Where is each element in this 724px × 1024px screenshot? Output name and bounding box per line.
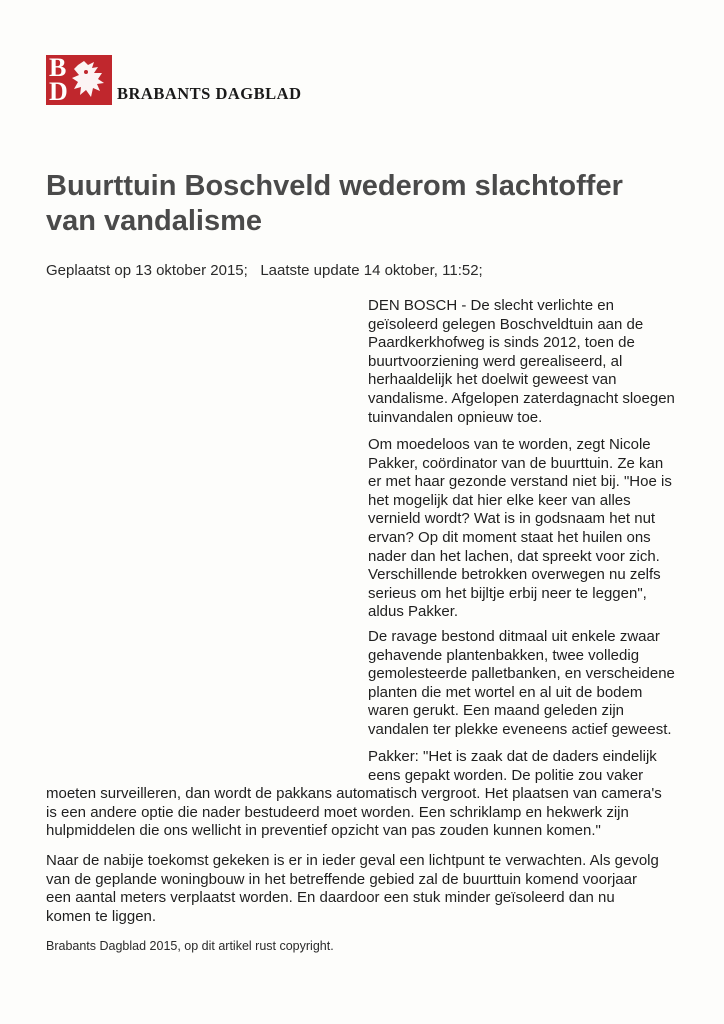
text-line: buurtvoorziening werd gerealiseerd, al <box>368 352 623 370</box>
logo-mark <box>46 55 112 105</box>
title-line: van vandalisme <box>46 205 262 237</box>
text-line: planten die met wortel en al uit de bodem <box>368 683 643 701</box>
title-line: Buurttuin Boschveld wederom slachtoffer <box>46 170 623 202</box>
text-line: Pakker: "Het is zaak dat de daders eindelijk <box>368 748 657 765</box>
paragraph-4-continued <box>46 785 706 841</box>
copyright-note: Brabants Dagblad 2015, op dit artikel rust copyright. <box>46 939 334 953</box>
paragraph-2 <box>368 436 698 622</box>
text-line: aldus Pakker. <box>368 603 459 621</box>
text-line: er met haar gezonde verstand niet bij. "Hoe is <box>368 473 672 491</box>
text-line: gemolesteerde palletbanken, en verscheidene <box>368 665 675 683</box>
paragraph-1 <box>368 297 698 427</box>
paragraph-5 <box>46 852 706 926</box>
text-line: nader dan het lachen, dat spreekt voor zich. <box>368 547 660 565</box>
text-line: eens gepakt worden. De politie zou vaker <box>368 766 644 784</box>
text-line: Pakker, coördinator van de buurttuin. Ze kan <box>368 454 664 472</box>
brand-name: BRABANTS DAGBLAD <box>117 84 302 103</box>
text-line: ervan? Op dit moment staat het huilen ons <box>368 528 651 546</box>
article-meta: Geplaatst op 13 oktober 2015; Laatste update 14 oktober, 11:52; <box>46 262 483 279</box>
paragraph-4-start <box>368 748 698 785</box>
text-line: Verschillende betrokken overwegen nu zelfs <box>368 566 661 584</box>
text-line: vandalisme. Afgelopen zaterdagnacht sloegen <box>368 389 675 407</box>
text-line: het mogelijk dat hier elke keer van alles <box>368 491 631 509</box>
text-line: komen te liggen. <box>46 907 157 925</box>
text-line: herhaaldelijk het doelwit geweest van <box>368 371 617 389</box>
text-line: moeten surveilleren, dan wordt de pakkans automatisch vergroot. Het plaatsen van camera's <box>46 785 662 802</box>
text-line: De ravage bestond ditmaal uit enkele zwaar <box>368 628 660 645</box>
text-line: waren gerukt. Een maand geleden zijn <box>368 702 624 720</box>
lion-icon <box>70 59 110 101</box>
logo-letter-b: B <box>49 53 67 82</box>
text-line: gehavende plantenbakken, twee volledig <box>368 646 640 664</box>
text-line: tuinvandalen opnieuw toe. <box>368 408 543 426</box>
text-line: DEN BOSCH - De slecht verlichte en <box>368 297 614 314</box>
text-line: Naar de nabije toekomst gekeken is er in ieder geval een lichtpunt te verwachten. Als gevolg <box>46 852 659 869</box>
paragraph-3 <box>368 628 698 740</box>
text-line: van de geplande woningbouw in het betreffende gebied zal de buurttuin komend voorjaar <box>46 870 637 888</box>
article-title <box>46 169 686 239</box>
text-line: vandalen ter plekke eveneens actief geweest. <box>368 720 672 738</box>
logo-letter-d: D <box>49 77 68 106</box>
text-line: vernield wordt? Wat is in godsnaam het nut <box>368 510 656 528</box>
brand-logo <box>46 55 302 105</box>
text-line: serieus om het bijltje erbij neer te leggen", <box>368 584 647 602</box>
text-line: een aantal meters verplaatst worden. En daardoor een stuk minder geïsoleerd dan nu <box>46 889 615 907</box>
text-line: Om moedeloos van te worden, zegt Nicole <box>368 436 651 453</box>
text-line: is een andere optie die nader bestudeerd moet worden. Een schriklamp en hekwerk zijn <box>46 803 629 821</box>
text-line: Paardkerkhofweg is sinds 2012, toen de <box>368 334 635 352</box>
text-line: hulpmiddelen die ons wellicht in preventief opzicht van pas zouden kunnen komen." <box>46 822 601 840</box>
text-line: geïsoleerd gelegen Boschveldtuin aan de <box>368 315 644 333</box>
